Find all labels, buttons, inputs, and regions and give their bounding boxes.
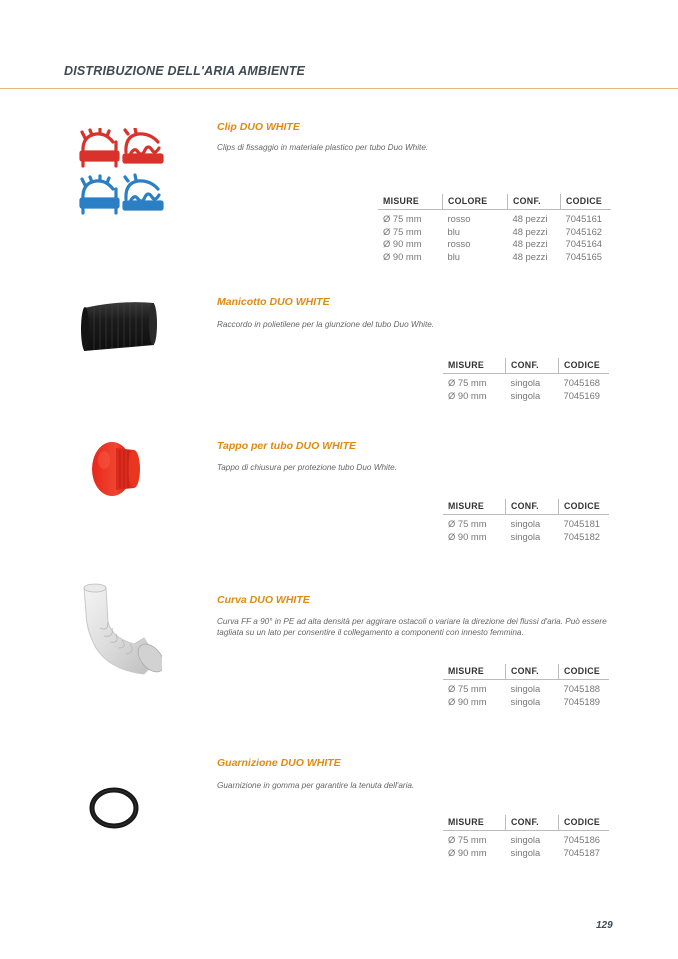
section-title: DISTRIBUZIONE DELL'ARIA AMBIENTE	[64, 64, 306, 78]
table-cell: 7045186	[563, 834, 600, 845]
cap-icon	[90, 440, 146, 503]
table-cell: Ø 75 mm	[383, 213, 422, 224]
table-cell: Ø 90 mm	[383, 238, 422, 249]
product-title: Clip DUO WHITE	[217, 121, 300, 133]
column-header: MISURE	[443, 499, 506, 515]
table-cell: Ø 90 mm	[448, 695, 487, 707]
table-cell: Ø 90 mm	[448, 389, 487, 401]
table-cell: Ø 75 mm	[383, 225, 422, 237]
table-cell: singola	[510, 683, 541, 694]
table-cell: singola	[510, 530, 541, 542]
column-header: MISURE	[443, 664, 506, 680]
column-header: CODICE	[561, 194, 612, 210]
table-cell: 48 pezzi	[512, 238, 548, 249]
table-row	[378, 210, 611, 226]
table-cell: singola	[510, 389, 541, 401]
header-divider	[0, 88, 678, 89]
table-cell: singola	[510, 377, 541, 388]
product-spec-table	[443, 664, 609, 708]
product-description: Clips di fissaggio in materiale plastico per tubo Duo White.	[217, 143, 429, 152]
table-cell: 7045164	[565, 238, 602, 249]
gasket-icon	[88, 786, 140, 835]
table-cell: singola	[510, 834, 541, 845]
table-row	[443, 374, 609, 390]
table-cell: rosso	[447, 213, 471, 224]
table-cell: Ø 75 mm	[448, 683, 487, 694]
column-header: CODICE	[559, 664, 610, 680]
table-cell: 7045182	[563, 530, 600, 542]
table-cell: 7045168	[563, 377, 600, 388]
table-cell: Ø 75 mm	[448, 377, 487, 388]
table-cell: Ø 75 mm	[448, 518, 487, 529]
table-cell: Ø 90 mm	[448, 846, 487, 858]
table-cell: singola	[510, 518, 541, 529]
clip-icon	[76, 128, 166, 223]
table-row	[443, 696, 609, 709]
product-description: Raccordo in polietilene per la giunzione del tubo Duo White.	[217, 320, 435, 329]
table-cell: blu	[447, 225, 461, 237]
table-cell: 7045165	[565, 250, 602, 262]
column-header: MISURE	[443, 358, 506, 374]
table-row	[378, 251, 611, 264]
table-cell: 48 pezzi	[512, 213, 548, 224]
elbow-icon	[78, 582, 162, 683]
table-row	[443, 515, 609, 531]
column-header: CODICE	[559, 499, 610, 515]
table-cell: 7045181	[563, 518, 600, 529]
column-header: COLORE	[443, 194, 508, 210]
table-row	[443, 390, 609, 403]
product-title: Tappo per tubo DUO WHITE	[217, 440, 357, 452]
column-header: CODICE	[559, 815, 610, 831]
table-cell: Ø 90 mm	[383, 250, 422, 262]
product-description: Tappo di chiusura per protezione tubo Duo White.	[217, 463, 397, 472]
column-header: CONF.	[508, 194, 561, 210]
column-header: CONF.	[506, 358, 559, 374]
table-cell: 7045162	[565, 225, 602, 237]
table-cell: 7045169	[563, 389, 600, 401]
table-cell: rosso	[447, 238, 471, 249]
product-title: Curva DUO WHITE	[217, 594, 310, 606]
table-cell: 7045161	[565, 213, 602, 224]
table-cell: blu	[447, 250, 461, 262]
column-header: CONF.	[506, 499, 559, 515]
table-cell: singola	[510, 695, 541, 707]
table-cell: Ø 75 mm	[448, 834, 487, 845]
table-cell: 7045187	[563, 846, 600, 858]
product-spec-table	[443, 499, 609, 543]
table-cell: 7045189	[563, 695, 600, 707]
table-cell: 48 pezzi	[512, 250, 548, 262]
column-header: MISURE	[378, 194, 443, 210]
product-description: Curva FF a 90° in PE ad alta densità per aggirare ostacoli o variare la direzione dei flussi d'aria. Può essere tagliata su un lato per consentire il collegamento a componenti con innesto femmina.	[217, 617, 607, 637]
page-number: 129	[596, 920, 613, 931]
table-row	[378, 238, 611, 251]
table-row	[378, 226, 611, 239]
product-title: Guarnizione DUO WHITE	[217, 757, 341, 769]
column-header: CONF.	[506, 815, 559, 831]
product-title: Manicotto DUO WHITE	[217, 296, 330, 308]
product-spec-table	[443, 358, 609, 402]
table-row	[443, 680, 609, 696]
product-spec-table	[378, 194, 611, 263]
column-header: MISURE	[443, 815, 506, 831]
table-cell: singola	[510, 846, 541, 858]
product-spec-table	[443, 815, 609, 859]
product-description: Guarnizione in gomma per garantire la tenuta dell'aria.	[217, 781, 415, 790]
table-row	[443, 831, 609, 847]
table-cell: 48 pezzi	[512, 225, 548, 237]
column-header: CODICE	[559, 358, 610, 374]
table-row	[443, 531, 609, 544]
table-row	[443, 847, 609, 860]
column-header: CONF.	[506, 664, 559, 680]
table-cell: Ø 90 mm	[448, 530, 487, 542]
table-cell: 7045188	[563, 683, 600, 694]
sleeve-icon	[80, 298, 158, 363]
